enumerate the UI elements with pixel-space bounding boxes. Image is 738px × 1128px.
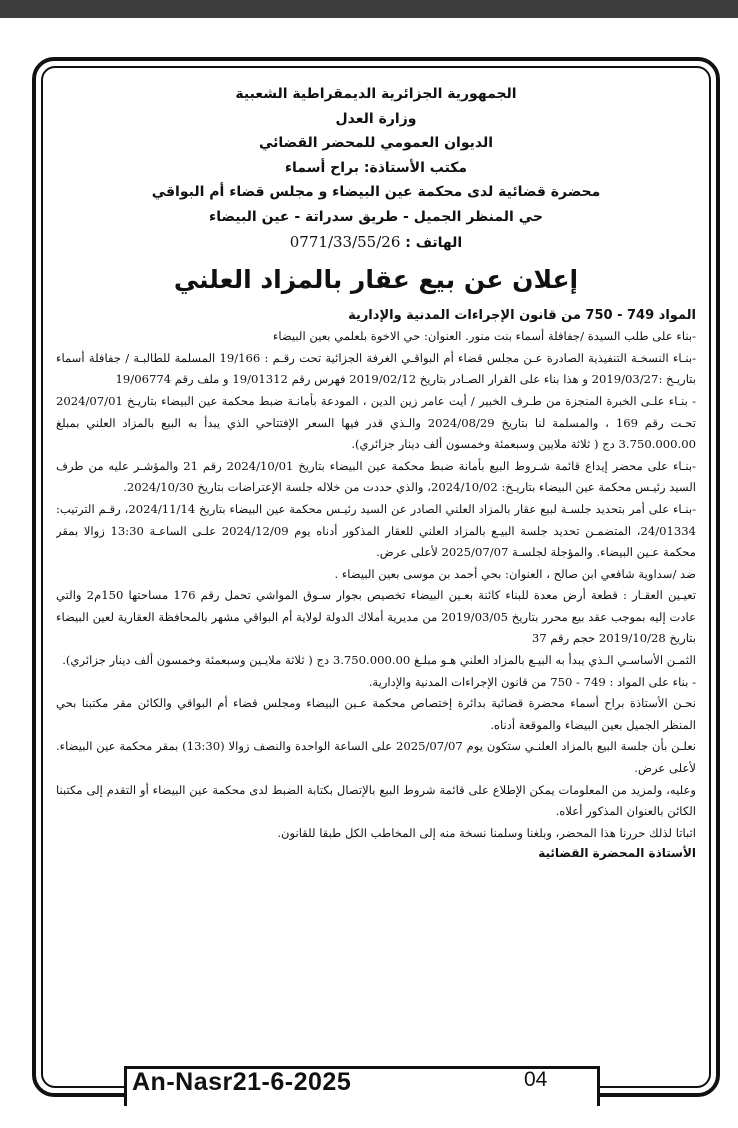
phone-number: 0771/33/55/26	[289, 232, 401, 251]
paragraph: - بناء على المواد : 749 - 750 من قانون الإجراءات المدنية والإدارية.	[368, 674, 696, 689]
paragraph: نحـن الأستاذة براح أسماء محضرة قضائية بدائرة إختصاص محكمة عـين البيضاء ومجلس قضاء أم البواقي والكائن مقر مكتبنا بحي المنظر الجميل بعين البيضاء والموقعة أدناه.	[56, 696, 696, 732]
bailiff-name: مكتب الأستاذة: براح أسماء	[284, 159, 468, 176]
paragraph: -بناء على طلب السيدة /جفافلة أسماء بنت منور. العنوان: حي الاخوة بلعلمي بعين البيضاء	[272, 329, 696, 344]
paragraph: وعليه، ولمزيد من المعلومات يمكن الإطلاع على قائمة شروط البيع بالإتصال بكتابة الضبط لدى محكمة عين البيضاء أو التقدم إلى مكتبنا الكائن بالعنوان المذكور أعلاه.	[56, 782, 696, 819]
legal-reference: المواد 749 - 750 من قانون الإجراءات المدنية والإدارية	[348, 308, 696, 324]
paragraph: -بنـاء على أمر بتحديد جلسـة لبيع عقار بالمزاد العلني الصادر عن السيد رئيـس محكمة عين البيضاء بتاريخ 2024/11/14، رقـم الترتيب: 24/01334، المتضمـن تحديد جلسة البيـع بالمزاد العلني للعقار المذكور أدناه يوم 2024/12/09 علـى الساعـة 13:30 زوالا بمقر محكمة عـين البيضاء. والمؤجلة لجلسـة 2025/07/07 لأعلى عرض.	[56, 501, 696, 560]
office-line: الديوان العمومي للمحضر القضائي	[258, 135, 494, 152]
paragraph: نعلـن بأن جلسة البيع بالمزاد العلنـي ستكون يوم 2025/07/07 على الساعة الواحدة والنصف زوالا (13:30) بمقر محكمة عين البيضاء. لأعلى عرض.	[56, 739, 696, 776]
ministry-line: وزارة العدل	[335, 110, 417, 127]
letterhead	[56, 82, 696, 255]
publication-label: An-Nasr21-6-2025	[132, 1068, 352, 1096]
top-bar	[0, 0, 738, 18]
announcement	[56, 82, 696, 1076]
signature: الأستاذة المحضرة القضائية	[538, 846, 696, 861]
announcement-title: إعلان عن بيع عقار بالمزاد العلني	[173, 265, 579, 295]
paragraph: ضد /سداوية شافعي ابن صالح ، العنوان: بحي أحمد بن موسى بعين البيضاء .	[334, 566, 696, 581]
paragraph: تعيـين العقـار : قطعة أرض معدة للبناء كائنة بعـين البيضاء تخصيص بجوار سـوق المواشي تحمل رقم 176 مساحتها 150م2 والتي عادت إليه بموجب عقد بيع محرر بتاريخ 2019/03/05 من مديرية أملاك الدولة لولاية أم البواقي مشهر بالمحافظة العقارية لعين البيضاء بتاريخ 2019/10/28 حجم رقم 37	[56, 588, 696, 646]
paragraph: -بنـاء النسخـة التنفيذية الصادرة عـن مجلس قضاء أم البواقـي الغرفة الجزائية تحت رقـم : 19/166 المسلمة للطالبـة / جفافلة أسماء بتاريـخ :2019/03/27 و هذا بناء على القرار الصـادر بتاريخ 2019/02/12 فهرس رقم 19/01312 و ملف رقم 19/06774	[56, 350, 696, 387]
paragraph: اثباتا لذلك حررنا هذا المحضر، وبلغنا وسلمنا نسخة منه إلى المخاطب الكل طبقا للقانون.	[277, 825, 696, 840]
republic-line: الجمهورية الجزائرية الديمقراطية الشعبية	[235, 86, 517, 102]
paragraph: - بنـاء علـى الخبرة المنجزة من طـرف الخبير / أيت عامر زين الدين ، المودعة بأمانـة ضبط محكمة عين البيضاء بتاريـخ 2024/07/01 تحـت رقم 169 ، والمسلمة لنا بتاريخ 2024/08/29 والـذي قدر فيها السعر الإفتتاحي الذي يبدأ به البيع بالمزاد العلني بمبلغ 3.750.000.00 دج ( ثلاثة ملايين وسبعمئة وخمسون ألف دينار جزائري).	[56, 393, 696, 452]
phone-label: الهاتف :	[405, 234, 463, 251]
paragraph: الثمـن الأساسـي الـذي يبدأ به البيـع بالمزاد العلني هـو مبلـغ 3.750.000.00 دج ( ثلاثة ملايـين وسبعمئة وخمسون ألف دينار جزائري).	[62, 653, 696, 668]
paragraph: -بنـاء على محضر إيداع قائمة شـروط البيع بأمانة ضبط محكمة عين البيضاء بتاريخ 2024/10/01 رقم 21 والمؤشـر عليه من طرف السيد رئيـس محكمة عين البيضاء بتاريـخ: 2024/10/02، والذي حددت من خلاله جلسة الإعتراضات بتاريخ 2024/10/30.	[56, 458, 696, 495]
page-number: 04	[524, 1068, 548, 1091]
phone-line	[56, 230, 696, 256]
jurisdiction-line: محضرة قضائية لدى محكمة عين البيضاء و مجلس قضاء أم البواقي	[151, 184, 601, 201]
address-line: حي المنظر الجميل - طريق سدراتة - عين البيضاء	[209, 208, 543, 225]
